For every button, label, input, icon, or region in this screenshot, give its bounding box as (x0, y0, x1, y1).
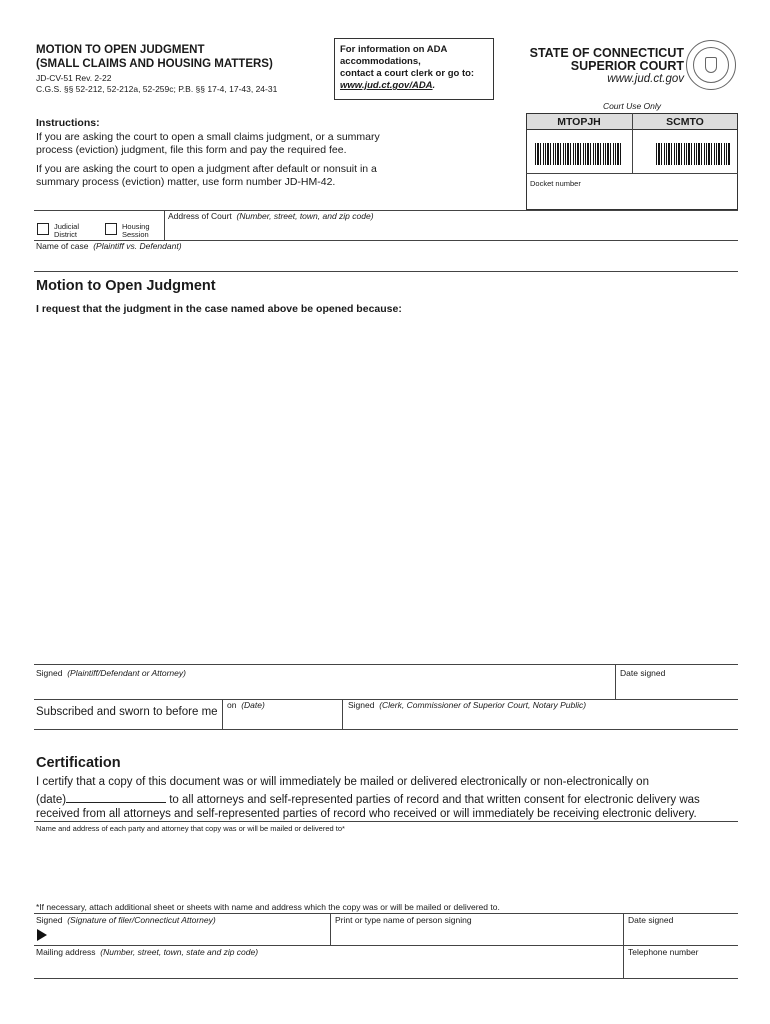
case-name-hint: (Plaintiff vs. Defendant) (93, 241, 182, 251)
barcode-scmto (656, 143, 731, 165)
telephone-field[interactable] (628, 958, 736, 976)
case-name-label: Name of case (36, 241, 89, 251)
ada-box (334, 38, 494, 100)
print-name-field[interactable] (335, 926, 619, 943)
filer-signed-hint: (Signature of filer/Connecticut Attorney) (67, 915, 216, 925)
instructions-para1-line1: If you are asking the court to open a small claims judgment, or a summary (36, 131, 380, 143)
certification-heading: Certification (36, 755, 121, 771)
clerk-signed-hint: (Clerk, Commissioner of Superior Court, Notary Public) (379, 700, 587, 710)
on-label: on (227, 700, 237, 710)
judicial-district-checkbox[interactable] (37, 223, 49, 235)
signed-label: Signed (36, 668, 63, 678)
instructions-para1-line2: process (eviction) judgment, file this form and pay the required fee. (36, 144, 347, 156)
names-addresses-field[interactable] (36, 836, 736, 896)
ada-line3: contact a court clerk or go to: (340, 68, 475, 79)
court-code-1: MTOPJH (557, 116, 601, 128)
filer-signature-field[interactable] (52, 926, 326, 943)
housing-session-label-2: Session (122, 230, 149, 239)
names-addresses-label: Name and address of each party and attorney that copy was or will be mailed or delivered to* (36, 824, 345, 833)
instructions-para2-line2: summary process (eviction) matter, use form number JD-HM-42. (36, 176, 336, 188)
print-name-label: Print or type name of person signing (335, 915, 472, 925)
ada-period: . (432, 80, 436, 91)
signed-hint: (Plaintiff/Defendant or Attorney) (67, 668, 186, 678)
certification-date-label: (date) (36, 794, 67, 806)
subscribed-text: Subscribed and sworn to before me (36, 706, 218, 718)
cert-date-signed-label: Date signed (628, 915, 674, 925)
form-title-line1: MOTION TO OPEN JUDGMENT (36, 44, 205, 56)
housing-session-label-1: Housing (122, 222, 150, 231)
address-of-court-hint: (Number, street, town, and zip code) (236, 211, 374, 221)
form-title-line2: (SMALL CLAIMS AND HOUSING MATTERS) (36, 58, 273, 70)
mailing-address-field[interactable] (36, 958, 619, 976)
judicial-district-label-2: District (54, 230, 77, 239)
docket-number-field[interactable] (530, 190, 730, 206)
certification-line2: to all attorneys and self-represented parties of record and that written consent for electronic delivery was (166, 794, 700, 806)
ada-link[interactable]: www.jud.ct.gov/ADA (340, 80, 433, 91)
case-name-field[interactable] (36, 252, 736, 270)
sworn-date-field[interactable] (227, 711, 339, 727)
court-use-label: Court Use Only (602, 101, 662, 111)
housing-session-checkbox[interactable] (105, 223, 117, 235)
motion-statement: I request that the judgment in the case named above be opened because: (36, 303, 402, 315)
clerk-signed-label: Signed (348, 700, 375, 710)
instructions-heading: Instructions: (36, 117, 100, 129)
statutes: C.G.S. §§ 52-212, 52-212a, 52-259c; P.B. §§ 17-4, 17-43, 24-31 (36, 84, 278, 94)
state-name: STATE OF CONNECTICUT (529, 46, 684, 60)
barcode-mtopjh (535, 143, 623, 165)
state-seal-icon (686, 40, 736, 90)
certification-date-field[interactable] (66, 792, 166, 803)
docket-number-label: Docket number (530, 179, 581, 188)
certification-footnote: *If necessary, attach additional sheet or sheets with name and address which the copy was or will be mailed or delivered to. (36, 902, 500, 912)
certification-line1: I certify that a copy of this document was or will immediately be mailed or delivered electronically or non-electronically on (36, 776, 649, 788)
instructions-para2-line1: If you are asking the court to open a judgment after default or nonsuit in a (36, 163, 377, 175)
motion-reason-field[interactable] (36, 320, 736, 660)
court-code-2: SCMTO (666, 116, 704, 128)
address-of-court-label: Address of Court (168, 211, 232, 221)
filer-signed-label: Signed (36, 915, 63, 925)
court-name: SUPERIOR COURT (570, 59, 684, 73)
clerk-signature-field[interactable] (348, 711, 736, 727)
address-of-court-field[interactable] (168, 222, 518, 238)
sign-here-arrow-icon (37, 929, 47, 941)
motion-heading: Motion to Open Judgment (36, 278, 216, 294)
ada-line2: accommodations, (340, 56, 421, 67)
signature-field[interactable] (36, 680, 611, 697)
date-signed-field[interactable] (620, 680, 735, 697)
on-hint: (Date) (241, 700, 265, 710)
mailing-address-hint: (Number, street, town, state and zip code) (100, 947, 259, 957)
cert-date-signed-field[interactable] (628, 926, 736, 943)
mailing-address-label: Mailing address (36, 947, 96, 957)
form-number: JD-CV-51 Rev. 2-22 (36, 73, 112, 83)
judicial-district-label-1: Judicial (54, 222, 80, 231)
website: www.jud.ct.gov (607, 73, 684, 85)
certification-line3: received from all attorneys and self-represented parties of record who received or will immediately be receiving electronic delivery. (36, 808, 697, 820)
telephone-label: Telephone number (628, 947, 699, 957)
date-signed-label: Date signed (620, 668, 666, 678)
ada-line1: For information on ADA (340, 44, 448, 55)
